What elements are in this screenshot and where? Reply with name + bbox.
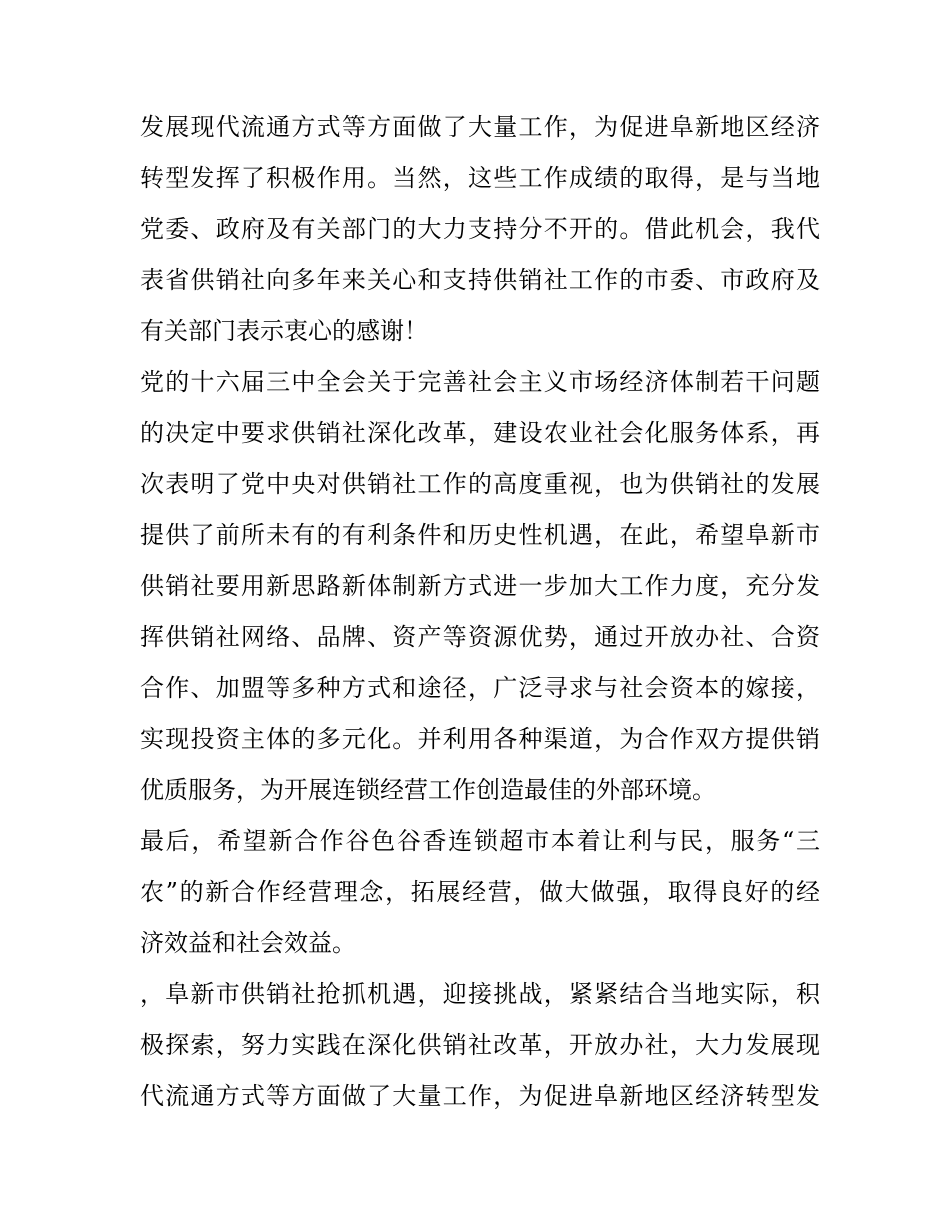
text-line: 的决定中要求供销社深化改革，建设农业社会化服务体系，再 [140,419,820,447]
text-line: 次表明了党中央对供销社工作的高度重视，也为供销社的发展 [140,470,820,498]
text-line: 党委、政府及有关部门的大力支持分不开的。借此机会，我代 [140,215,820,243]
text-line: 发展现代流通方式等方面做了大量工作，为促进阜新地区经济 [140,113,820,141]
document-body [140,102,820,1122]
paragraph-4 [140,969,820,1122]
text-line: 极探索，努力实践在深化供销社改革，开放办社，大力发展现 [140,1031,820,1059]
text-line: 供销社要用新思路新体制新方式进一步加大工作力度，充分发 [140,572,820,600]
text-line: 优质服务，为开展连锁经营工作创造最佳的外部环境。 [140,776,716,804]
text-line: 实现投资主体的多元化。并利用各种渠道，为合作双方提供销 [140,725,820,753]
paragraph-1 [140,102,820,357]
text-line: 合作、加盟等多种方式和途径，广泛寻求与社会资本的嫁接， [140,674,820,702]
text-line: 挥供销社网络、品牌、资产等资源优势，通过开放办社、合资 [140,623,820,651]
paragraph-2 [140,357,820,816]
text-line: 代流通方式等方面做了大量工作，为促进阜新地区经济转型发 [140,1082,820,1110]
text-line: 济效益和社会效益。 [140,929,356,957]
text-line: 有关部门表示衷心的感谢！ [140,317,428,345]
text-line: 表省供销社向多年来关心和支持供销社工作的市委、市政府及 [140,266,820,294]
text-line: ，阜新市供销社抢抓机遇，迎接挑战，紧紧结合当地实际，积 [140,980,820,1008]
text-line: 农”的新合作经营理念，拓展经营，做大做强，取得良好的经 [140,878,820,906]
text-line: 党的十六届三中全会关于完善社会主义市场经济体制若干问题 [140,368,820,396]
text-line: 提供了前所未有的有利条件和历史性机遇，在此，希望阜新市 [140,521,820,549]
paragraph-3 [140,816,820,969]
text-line: 转型发挥了积极作用。当然，这些工作成绩的取得，是与当地 [140,164,820,192]
text-line: 最后，希望新合作谷色谷香连锁超市本着让利与民，服务“三 [140,827,820,855]
